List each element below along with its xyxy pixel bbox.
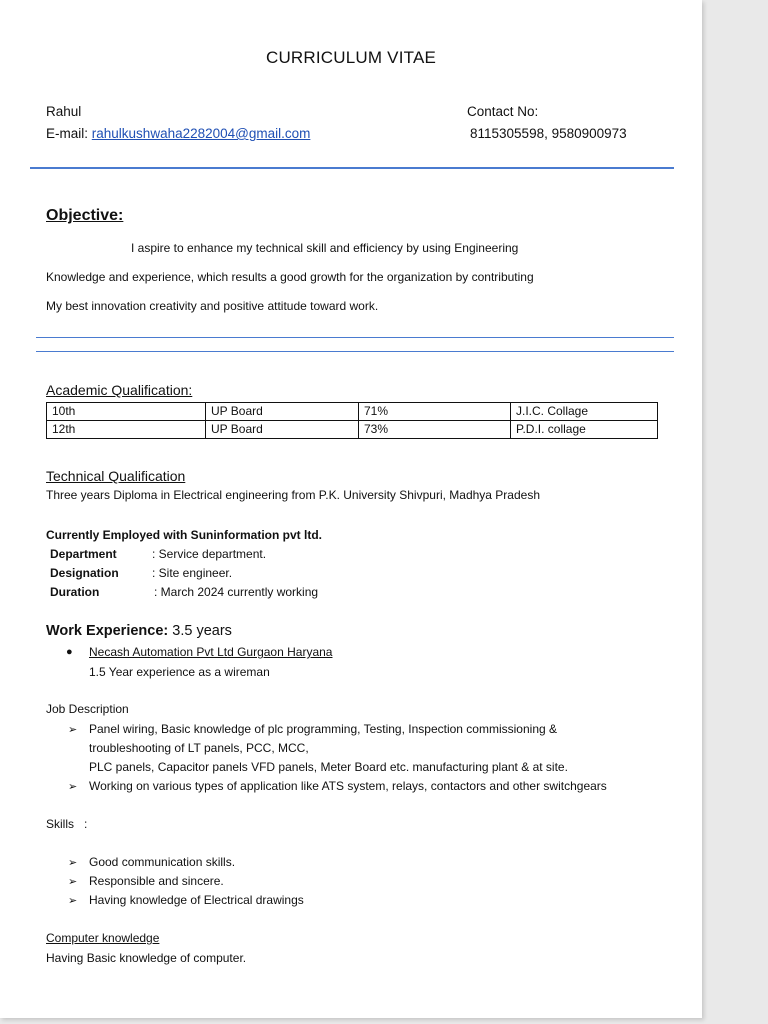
arrowhead-right-icon: ➢ — [68, 895, 78, 907]
table-cell: P.D.I. collage — [511, 421, 658, 439]
bullet-icon: ● — [66, 646, 73, 658]
technical-text: Three years Diploma in Electrical engineering from P.K. University Shivpuri, Madhya Pradesh — [46, 488, 540, 502]
work-company-note: 1.5 Year experience as a wireman — [89, 665, 270, 679]
computer-heading: Computer knowledge — [46, 931, 160, 945]
skills-heading: Skills : — [46, 817, 88, 831]
skill-item: Having knowledge of Electrical drawings — [89, 893, 304, 907]
employment-label-department: Department — [50, 547, 117, 561]
objective-line: I aspire to enhance my technical skill and efficiency by using Engineering — [131, 241, 519, 255]
employment-heading: Currently Employed with Suninformation pvt ltd. — [46, 528, 323, 542]
job-item-line: troubleshooting of LT panels, PCC, MCC, — [89, 741, 309, 755]
computer-text: Having Basic knowledge of computer. — [46, 951, 247, 965]
work-company: Necash Automation Pvt Ltd Gurgaon Haryana — [89, 645, 333, 659]
table-row — [47, 403, 658, 421]
document-title: CURRICULUM VITAE — [265, 48, 437, 67]
email-label: E-mail: — [46, 126, 89, 141]
technical-heading: Technical Qualification — [46, 468, 186, 484]
contact-numbers: 8115305598, 9580900973 — [470, 126, 627, 141]
objective-line: My best innovation creativity and positive attitude toward work. — [46, 299, 379, 313]
skill-item: Responsible and sincere. — [89, 874, 224, 888]
academic-heading: Academic Qualification: — [46, 382, 193, 398]
job-item-line: PLC panels, Capacitor panels VFD panels, Meter Board etc. manufacturing plant & at site. — [89, 760, 568, 774]
arrowhead-right-icon: ➢ — [68, 724, 78, 736]
table-cell: 12th — [47, 421, 206, 439]
table-cell: UP Board — [206, 421, 359, 439]
objective-divider-bottom — [36, 351, 674, 352]
academic-table — [46, 402, 658, 439]
arrowhead-right-icon: ➢ — [68, 781, 78, 793]
table-cell: UP Board — [206, 403, 359, 421]
objective-heading: Objective: — [46, 207, 124, 224]
employment-value-designation: : Site engineer. — [152, 566, 233, 580]
arrowhead-right-icon: ➢ — [68, 857, 78, 869]
job-heading: Job Description — [46, 702, 129, 716]
table-cell: 10th — [47, 403, 206, 421]
arrowhead-right-icon: ➢ — [68, 876, 78, 888]
employment-label-duration: Duration — [50, 585, 100, 599]
candidate-name: Rahul — [46, 104, 82, 119]
objective-line: Knowledge and experience, which results a good growth for the organization by contributing — [46, 270, 534, 284]
objective-divider-top — [36, 337, 674, 338]
contact-label: Contact No: — [467, 104, 539, 119]
job-item-line: Working on various types of application like ATS system, relays, contactors and other switchgears — [89, 779, 607, 793]
email-line — [46, 126, 310, 141]
skill-item: Good communication skills. — [89, 855, 236, 869]
job-item-line: Panel wiring, Basic knowledge of plc programming, Testing, Inspection commissioning & — [89, 722, 558, 736]
work-heading: Work Experience: — [46, 623, 169, 639]
work-heading-line — [46, 623, 232, 639]
table-row — [47, 421, 658, 439]
email-link[interactable]: rahulkushwaha2282004@gmail.com — [91, 126, 311, 141]
employment-value-department: : Service department. — [152, 547, 267, 561]
header-divider — [30, 167, 674, 169]
table-cell: 73% — [359, 421, 511, 439]
work-years: 3.5 years — [172, 623, 232, 639]
table-cell: 71% — [359, 403, 511, 421]
table-cell: J.I.C. Collage — [511, 403, 658, 421]
employment-label-designation: Designation — [50, 566, 119, 580]
employment-value-duration: : March 2024 currently working — [154, 585, 319, 599]
